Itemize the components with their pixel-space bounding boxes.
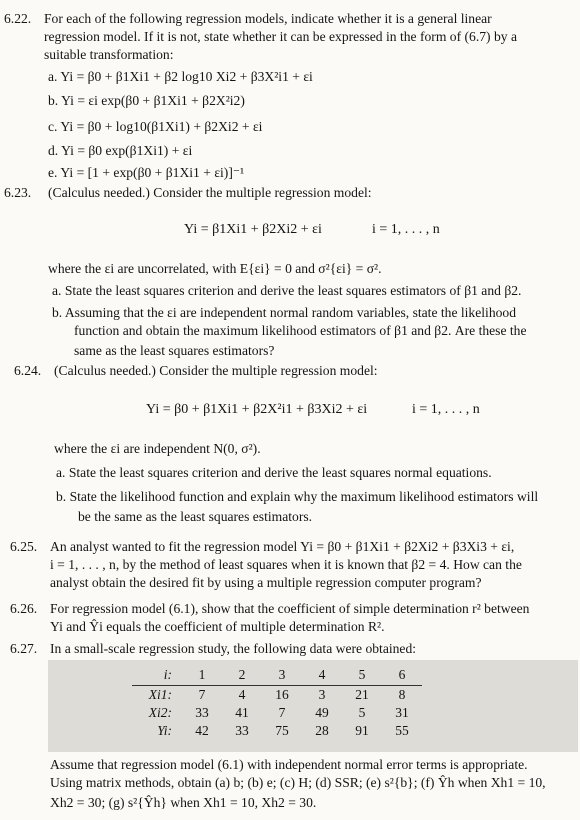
table-row [132,722,422,740]
row-label-y: Yi: [157,723,172,738]
table-cell: 2 [222,664,262,686]
row-label-x2: Xi2: [148,705,172,720]
problem-6-22-line-3: suitable transformation: [44,47,174,62]
problem-number-6-27: 6.27. [10,641,38,656]
problem-6-22-line-1: For each of the following regression models, indicate whether it is a general linear [44,11,492,26]
problem-6-22-d: d. Yi = β0 exp(β1Xi1) + εi [48,143,193,158]
table-cell: 6 [382,664,422,686]
table-cell: 3 [262,664,302,686]
problem-number-6-24: 6.24. [14,363,42,378]
problem-6-27-line-2: Assume that regression model (6.1) with independent normal error terms is appropriate. [50,757,528,772]
problem-number-6-22: 6.22. [4,11,32,26]
problem-6-22-c: c. Yi = β0 + log10(β1Xi1) + β2Xi2 + εi [48,119,263,134]
problem-6-23-model: Yi = β1Xi1 + β2Xi2 + εi [184,222,322,237]
table-cell: 31 [395,705,409,720]
problem-6-27-line-1: In a small-scale regression study, the following data were obtained: [50,641,417,656]
row-label-i: i: [132,664,182,686]
table-cell: 16 [275,687,289,702]
table-row [132,704,422,722]
problem-6-23-index-range: i = 1, . . . , n [372,222,440,237]
problem-6-23-b-line-1: b. Assuming that the εi are independent normal random variables, state the likelihood [52,305,517,320]
problem-number-6-23: 6.23. [4,185,32,200]
data-table [132,664,422,740]
table-header-row [132,664,422,686]
problem-6-27-line-3: Using matrix methods, obtain (a) b; (b) e; (c) H; (d) SSR; (e) s²{b}; (f) Ŷh when Xh1 = 10, [50,775,546,790]
table-cell: 49 [315,705,329,720]
problem-6-24-b-line-1: b. State the likelihood function and explain why the maximum likelihood estimators will [56,489,539,504]
problem-number-6-25: 6.25. [10,539,38,554]
table-cell: 55 [395,723,409,738]
table-cell: 3 [318,687,326,702]
table-cell: 33 [235,723,249,738]
problem-6-24-b-line-2: be the same as the least squares estimators. [78,509,313,524]
problem-6-22-a: a. Yi = β0 + β1Xi1 + β2 log10 Xi2 + β3X²i1 + εi [48,69,313,84]
problem-6-24-model: Yi = β0 + β1Xi1 + β2X²i1 + β3Xi2 + εi [146,402,368,417]
table-cell: 33 [195,705,209,720]
problem-6-26-line-2: Yi and Ŷi equals the coefficient of multiple determination R². [50,619,385,634]
problem-6-25-line-3: analyst obtain the desired fit by using a multiple regression computer program? [50,575,482,590]
table-cell: 28 [315,723,329,738]
table-cell: 4 [302,664,342,686]
problem-6-22-line-2: regression model. If it is not, state whether it can be expressed in the form of (6.7) by a [44,29,518,44]
table-cell: 41 [235,705,249,720]
problem-6-23-b-line-2: function and obtain the maximum likelihood estimators of β1 and β2. Are these the [74,323,527,338]
table-cell: 8 [398,687,406,702]
problem-6-25-line-2: i = 1, . . . , n, by the method of least squares when it is known that β2 = 4. How can the [50,557,522,572]
problem-6-24-index-range: i = 1, . . . , n [412,402,480,417]
problem-6-24-a: a. State the least squares criterion and derive the least squares normal equations. [56,465,492,480]
problem-number-6-26: 6.26. [10,601,38,616]
table-cell: 42 [195,723,209,738]
table-cell: 7 [198,687,206,702]
table-cell: 91 [355,723,369,738]
problem-6-27-line-4: Xh2 = 30; (g) s²{Ŷh} when Xh1 = 10, Xh2 = 30. [50,795,317,810]
problem-6-22-e: e. Yi = [1 + exp(β0 + β1Xi1 + εi)]⁻¹ [48,165,245,180]
problem-6-22-b: b. Yi = εi exp(β0 + β1Xi1 + β2X²i2) [48,93,245,108]
row-label-x1: Xi1: [148,687,172,702]
problem-6-26-line-1: For regression model (6.1), show that the coefficient of simple determination r² between [50,601,530,616]
table-cell: 4 [238,687,246,702]
problem-6-23-where: where the εi are uncorrelated, with E{εi} = 0 and σ²{εi} = σ². [48,261,382,276]
table-row [132,686,422,705]
table-cell: 1 [182,664,222,686]
table-cell: 7 [278,705,286,720]
table-cell: 21 [355,687,369,702]
problem-6-25-line-1: An analyst wanted to fit the regression model Yi = β0 + β1Xi1 + β2Xi2 + β3Xi3 + εi, [50,539,515,554]
problem-6-23-b-line-3: same as the least squares estimators? [74,343,275,358]
problem-6-24-line-1: (Calculus needed.) Consider the multiple regression model: [54,363,378,378]
problem-6-23-a: a. State the least squares criterion and derive the least squares estimators of β1 and β2. [52,283,522,298]
table-cell: 5 [342,664,382,686]
problem-6-23-line-1: (Calculus needed.) Consider the multiple regression model: [48,185,372,200]
table-cell: 5 [358,705,366,720]
problem-6-24-where: where the εi are independent N(0, σ²). [54,441,261,456]
table-cell: 75 [275,723,289,738]
